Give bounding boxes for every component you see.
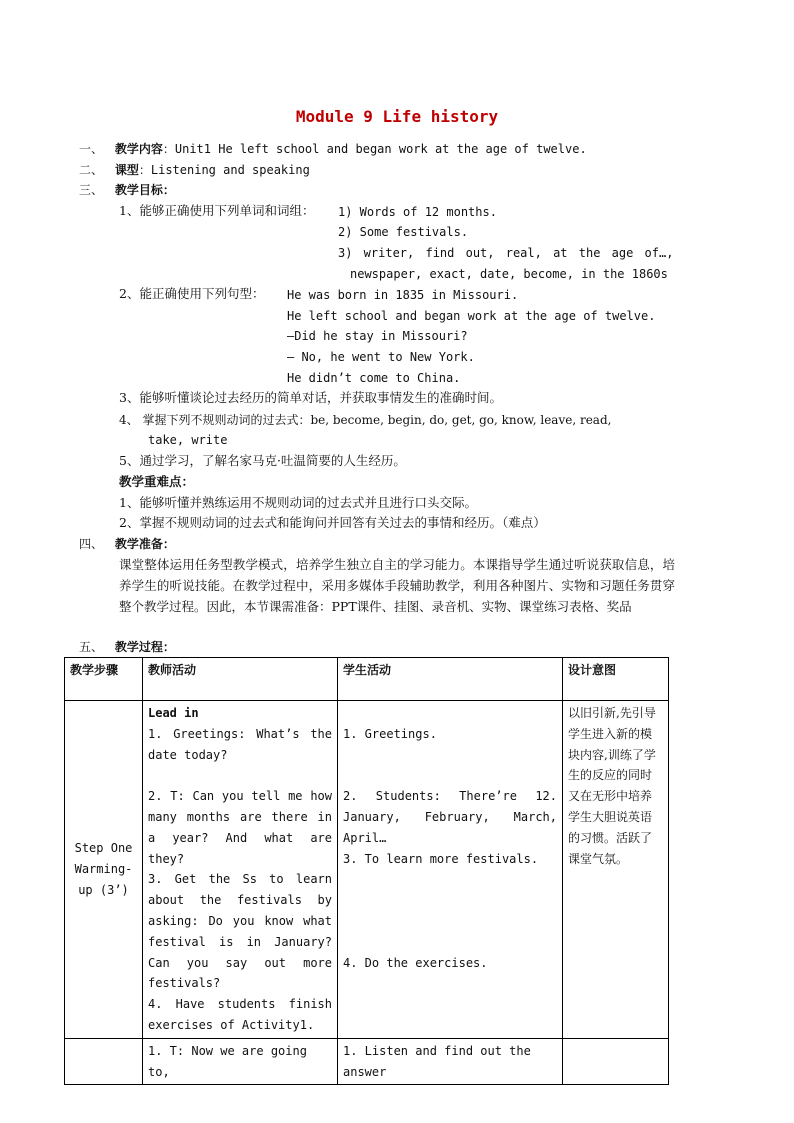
student-activity-cell-2: 1. Listen and find out the answer <box>338 1038 563 1085</box>
student-step-3: 3. To learn more festivals. <box>343 851 539 866</box>
header-teacher: 教师活动 <box>143 658 338 701</box>
objective-2-sentence-e: He didn’t come to China. <box>287 371 461 385</box>
teacher-step-1: 1. Greetings: What’s the date today? <box>148 726 332 762</box>
objective-1-item-c-cont: newspaper, exact, date, become, in the 1860s <box>350 267 668 281</box>
objective-2-sentence-a: He was born in 1835 in Missouri. <box>287 288 519 302</box>
section-5-number: 五、 <box>79 640 104 654</box>
objective-1-item-b: 2) Some festivals. <box>338 225 469 239</box>
objective-4 <box>119 412 611 428</box>
student-step-2: 2. Students: There’re 12. January, February, March, April… <box>343 789 557 845</box>
section-2-label: 课型 <box>114 163 139 177</box>
section-4 <box>79 536 175 552</box>
table-header-row <box>65 658 669 701</box>
section-2-text: Listening and speaking <box>150 163 310 177</box>
student-step-1: 1. Greetings. <box>343 726 437 741</box>
section-5-label: 教学过程： <box>114 640 175 654</box>
teacher-step-3: 3. Get the Ss to learn about the festivals by asking: Do you know what festival is in January? Can you say out more festivals? <box>148 872 332 991</box>
preparation-paragraph: 课堂整体运用任务型教学模式，培养学生独立自主的学习能力。本课指导学生通过听说获取信息，培养学生的听说技能。在教学过程中，采用多媒体手段辅助教学，利用各种图片、实物和习题任务贯穿整个教学过程。因此，本节课需准备：PPT课件、挂图、录音机、实物、课堂练习表格、奖品 <box>119 557 675 614</box>
student-step-4: 4. Do the exercises. <box>343 955 488 970</box>
header-intent: 设计意图 <box>563 658 669 701</box>
objective-2-sentence-b: He left school and began work at the age of twelve. <box>287 309 656 323</box>
section-1-text: Unit1 He left school and began work at the age of twelve. <box>174 142 587 156</box>
objective-1-label: 1、能够正确使用下列单词和词组： <box>119 203 315 218</box>
teacher-step-4: 4. Have students finish exercises of Activity1. <box>148 997 332 1032</box>
section-4-label: 教学准备： <box>114 537 175 551</box>
objective-4-cont: take, write <box>148 433 228 447</box>
objective-2-sentence-d: — No, he went to New York. <box>287 350 475 364</box>
objective-2-sentence-c: —Did he stay in Missouri? <box>287 329 468 343</box>
student-activity-cell <box>338 701 563 1039</box>
objective-1-item-c: 3) writer, find out, real, at the age of…, <box>338 246 674 260</box>
step-cell-2 <box>65 1038 143 1085</box>
design-intent-cell: 以旧引新,先引导学生进入新的模块内容,训练了学生的反应的同时又在无形中培养学生大胆说英语的习惯。活跃了课堂气氛。 <box>563 701 669 1039</box>
section-2: 二、 课型：Listening and speaking <box>79 163 310 177</box>
table-row <box>65 1038 669 1085</box>
objective-3: 3、能够听懂谈论过去经历的简单对话，并获取事情发生的准确时间。 <box>119 390 502 405</box>
objective-4-text: 4、 掌握下列不规则动词的过去式：be, become, begin, do, get, go, know, leave, read, <box>119 413 612 427</box>
page-title: Module 9 Life history <box>295 107 499 126</box>
section-3-label: 教学目标： <box>114 183 175 197</box>
step-cell: Step One Warming-up (3’) <box>65 701 143 1039</box>
section-1-number: 一、 <box>79 142 104 156</box>
section-3 <box>79 182 175 198</box>
section-5 <box>79 639 175 655</box>
teacher-activity-cell <box>143 701 338 1039</box>
process-table <box>64 657 669 1085</box>
lead-in-title: Lead in <box>148 706 199 720</box>
teacher-step-2: 2. T: Can you tell me how many months are there in a year? And what are they? <box>148 789 332 866</box>
section-3-number: 三、 <box>79 183 104 197</box>
section-4-number: 四、 <box>79 537 104 551</box>
section-1: 一、 教学内容：Unit1 He left school and began work at the age of twelve. <box>79 142 587 156</box>
section-1-label: 教学内容 <box>114 142 163 156</box>
key-point-2: 2、掌握不规则动词的过去式和能询问并回答有关过去的事情和经历。（难点） <box>119 515 546 530</box>
teacher-activity-cell-2: 1. T: Now we are going to, <box>143 1038 338 1085</box>
design-intent-cell-2 <box>563 1038 669 1085</box>
section-2-number: 二、 <box>79 163 104 177</box>
objective-1-item-a: 1) Words of 12 months. <box>338 205 497 219</box>
key-points-label: 教学重难点： <box>119 474 195 489</box>
header-step: 教学步骤 <box>65 658 143 701</box>
table-row <box>65 701 669 1039</box>
key-point-1: 1、能够听懂并熟练运用不规则动词的过去式并且进行口头交际。 <box>119 495 477 510</box>
header-student: 学生活动 <box>338 658 563 701</box>
objective-2-label: 2、能正确使用下列句型： <box>119 286 265 301</box>
objective-5: 5、通过学习，了解名家马克·吐温简要的人生经历。 <box>119 453 406 468</box>
